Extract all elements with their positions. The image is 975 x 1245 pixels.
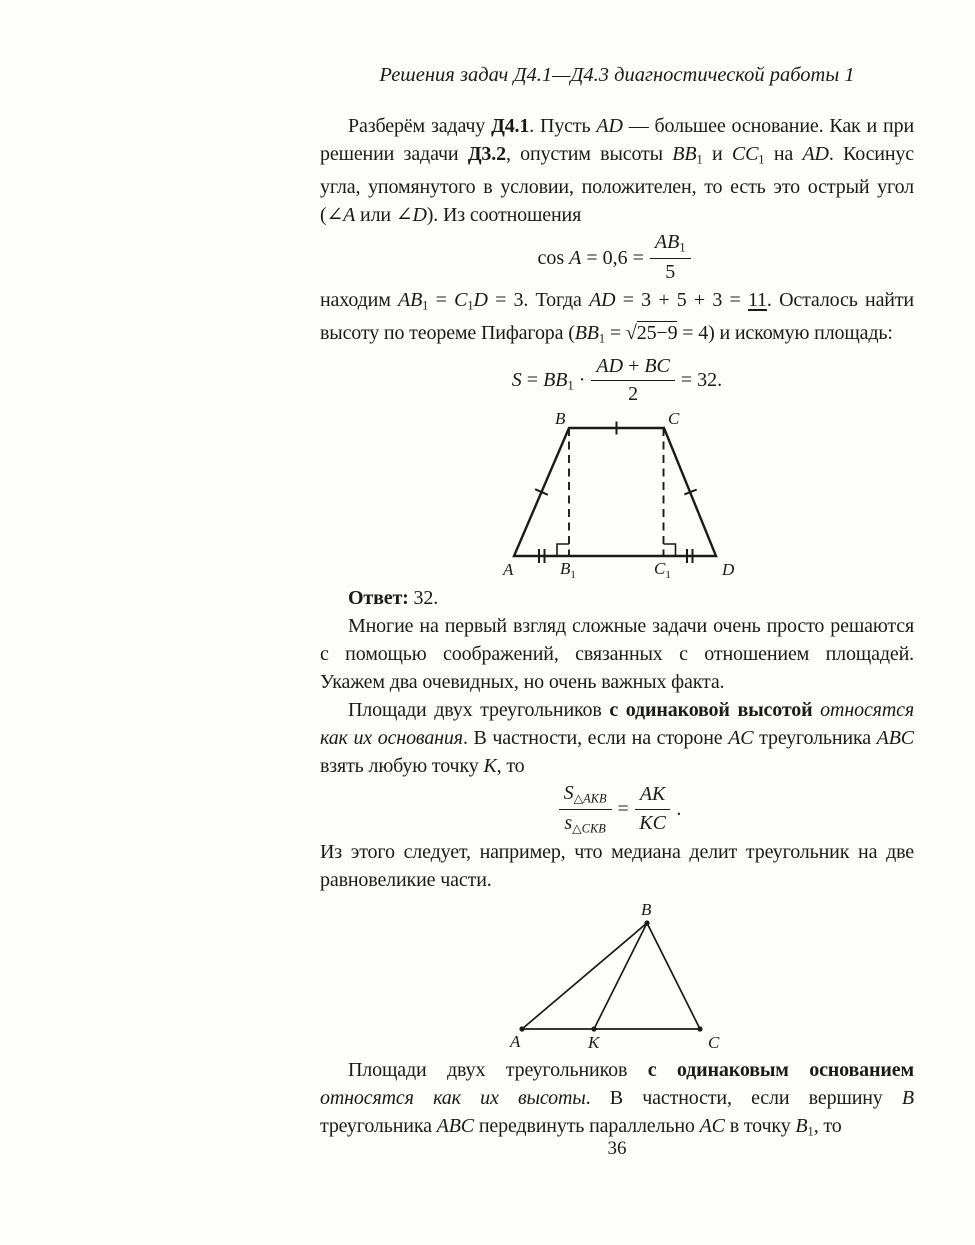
trapezoid-diagram: [497, 408, 737, 580]
text-segment: 1: [598, 331, 606, 346]
vertex-label-B: B: [641, 899, 652, 919]
text-segment: Разберём задачу: [348, 115, 492, 137]
text-segment: — большее основание. Как и при решении задачи: [320, 115, 914, 165]
text-segment: 32.: [408, 587, 439, 610]
text-segment: 25−9: [636, 322, 678, 345]
triangle-outline: [522, 923, 700, 1029]
text-segment: треугольника: [753, 727, 877, 750]
right-angle-mark-c1: [664, 544, 676, 556]
text-segment: . Косинус угла, упомянутого в условии, положителен, то есть это острый угол (∠: [320, 143, 914, 227]
equals-sign: [618, 799, 629, 819]
text-segment: BB: [672, 143, 697, 165]
text-segment: и: [702, 143, 732, 165]
paragraph-median-corollary: [320, 838, 914, 894]
text-segment: D: [473, 288, 488, 311]
fraction-denominator: [639, 810, 666, 835]
text-segment: 1: [696, 152, 703, 167]
text-segment: AC: [699, 1114, 725, 1137]
paragraph-problem-d41: [320, 112, 914, 229]
formula-area: [320, 355, 914, 406]
text-segment: 5: [665, 261, 676, 284]
text-segment: =: [617, 797, 629, 820]
text-segment: взять любую точку: [320, 755, 484, 778]
text-segment: на: [764, 143, 803, 165]
text-segment: . В частности, если на стороне: [462, 727, 729, 750]
text-segment: A: [343, 204, 356, 227]
text-segment: 1: [758, 152, 765, 167]
triangle-diagram: [502, 900, 732, 1050]
text-segment: Д3.2: [467, 143, 506, 165]
paragraph-equal-base-fact: [320, 1056, 914, 1145]
formula-period: [676, 799, 681, 819]
text-segment: B: [795, 1114, 808, 1137]
text-segment: 1: [467, 298, 474, 313]
text-segment: , то: [813, 1114, 842, 1137]
text-segment: 1: [567, 377, 574, 392]
foot-label-C1: $C_1$: [654, 559, 671, 581]
text-segment: 1: [422, 298, 429, 313]
text-segment: Из этого следует, например, что медиана делит треугольник на две равновеликие части.: [320, 840, 914, 891]
text-segment: Площади двух треугольников: [348, 699, 610, 722]
paragraph-many-problems: [320, 612, 914, 696]
text-segment: △AKB: [573, 791, 607, 806]
text-segment: находим: [320, 288, 399, 311]
fraction-numerator: [559, 782, 612, 810]
text-segment: 2: [628, 383, 639, 406]
vertex-label-D: D: [722, 560, 735, 580]
text-segment: ·: [573, 368, 586, 391]
vertex-label-B: B: [555, 409, 566, 429]
text-segment: AK: [639, 783, 666, 806]
fraction-ab1-over-5: [650, 231, 691, 283]
text-segment: треугольника: [320, 1114, 437, 1137]
paragraph-equal-height-fact: [320, 696, 914, 780]
fraction-denominator: [665, 259, 675, 284]
fraction-numerator: [650, 231, 691, 259]
page-number: 36: [607, 1138, 627, 1159]
formula-lhs: [537, 248, 643, 268]
text-segment: . Осталось найти высоту по теореме Пифагора (: [320, 288, 914, 345]
fraction-denominator: [628, 381, 638, 406]
text-segment: или ∠: [355, 204, 413, 227]
text-segment: BC: [644, 354, 670, 377]
text-segment: = √: [605, 322, 637, 345]
vertex-label-A: A: [510, 1031, 521, 1050]
text-segment: Ответ:: [348, 587, 409, 610]
text-segment: AB: [398, 288, 423, 311]
text-segment: = 0,6 =: [581, 246, 644, 269]
text-segment: с одинаковым основанием: [647, 1058, 914, 1081]
text-segment: B: [901, 1086, 914, 1109]
formula-rhs: [681, 370, 722, 390]
text-segment: = 4) и искомую площадь:: [677, 322, 893, 345]
running-header: Решения задач Д4.1—Д4.3 диагностической работы 1: [379, 64, 855, 86]
paragraph-answer: [320, 584, 914, 612]
formula-area-ratio: [320, 782, 914, 836]
text-segment: = 3 + 5 + 3 =: [615, 288, 748, 311]
text-segment: KC: [639, 811, 666, 834]
text-segment: S: [511, 368, 522, 391]
foot-label-B1: $B_1$: [560, 559, 576, 581]
text-segment: s: [564, 811, 573, 834]
text-segment: .: [676, 797, 682, 820]
text-segment: Многие на первый взгляд сложные задачи очень просто решаются с помощью соображений, связанных с отношением площадей. Укажем два очевидных, но очень важных факта.: [320, 615, 914, 694]
text-segment: CC: [731, 143, 759, 165]
text-segment: S: [563, 782, 574, 805]
text-segment: cos: [537, 246, 570, 269]
text-segment: ). Из соотношения: [426, 204, 582, 227]
fraction-numerator: [635, 783, 671, 810]
text-segment: AC: [728, 727, 754, 750]
fraction-denominator: [564, 810, 605, 836]
text-segment: . Пусть: [529, 115, 597, 137]
formula-cosine: [320, 231, 914, 283]
fraction-numerator: [591, 355, 675, 382]
text-segment: ABC: [436, 1114, 474, 1137]
text-segment: , опустим высоты: [505, 143, 673, 165]
paragraph-computation: [320, 286, 914, 353]
right-angle-mark-b1: [557, 544, 569, 556]
text-segment: Д4.1: [491, 115, 530, 137]
text-segment: с одинаковой высотой: [609, 699, 813, 722]
text-segment: в точку: [724, 1114, 796, 1137]
text-segment: , то: [496, 755, 525, 778]
text-segment: 1: [679, 240, 686, 255]
text-segment: C: [454, 288, 468, 311]
text-segment: = 32.: [680, 369, 723, 392]
text-segment: +: [623, 354, 645, 377]
vertex-label-A: A: [503, 560, 514, 580]
vertex-label-C: C: [668, 409, 680, 429]
vertex-dots: [519, 920, 702, 1031]
text-segment: относятся как их высоты: [320, 1086, 586, 1109]
text-segment: AD: [802, 143, 829, 165]
text-segment: D: [412, 204, 427, 227]
vertex-label-C: C: [708, 1032, 720, 1050]
text-segment: =: [428, 288, 455, 311]
text-segment: =: [521, 368, 544, 391]
fraction-s-akb-over-s-ckb: [559, 782, 612, 836]
trapezoid-outline: [514, 428, 716, 556]
point-label-K: K: [588, 1032, 600, 1050]
text-segment: 11: [747, 288, 767, 311]
text-segment: BB: [574, 322, 599, 345]
text-segment: AD: [596, 354, 624, 377]
text-segment: AD: [589, 288, 616, 311]
text-segment: . В частности, если вершину: [585, 1086, 902, 1109]
text-segment: △CKB: [572, 821, 606, 836]
text-column: [320, 62, 914, 1145]
text-segment: BB: [543, 368, 568, 391]
formula-lhs: [512, 370, 586, 392]
text-segment: 1: [807, 1124, 814, 1139]
text-segment: AB: [654, 231, 680, 254]
text-segment: A: [569, 246, 582, 269]
text-segment: K: [483, 755, 497, 778]
fraction-ak-over-kc: [635, 783, 671, 834]
text-segment: = 3. Тогда: [487, 288, 590, 311]
text-segment: передвинуть параллельно: [473, 1114, 700, 1137]
text-segment: относятся как их основания: [320, 699, 914, 750]
text-segment: ABC: [876, 727, 914, 750]
text-segment: AD: [596, 115, 623, 137]
fraction-adbc-over-2: [591, 355, 675, 406]
text-segment: Площади двух треугольников: [348, 1058, 648, 1081]
cevian-bk: [594, 923, 647, 1029]
